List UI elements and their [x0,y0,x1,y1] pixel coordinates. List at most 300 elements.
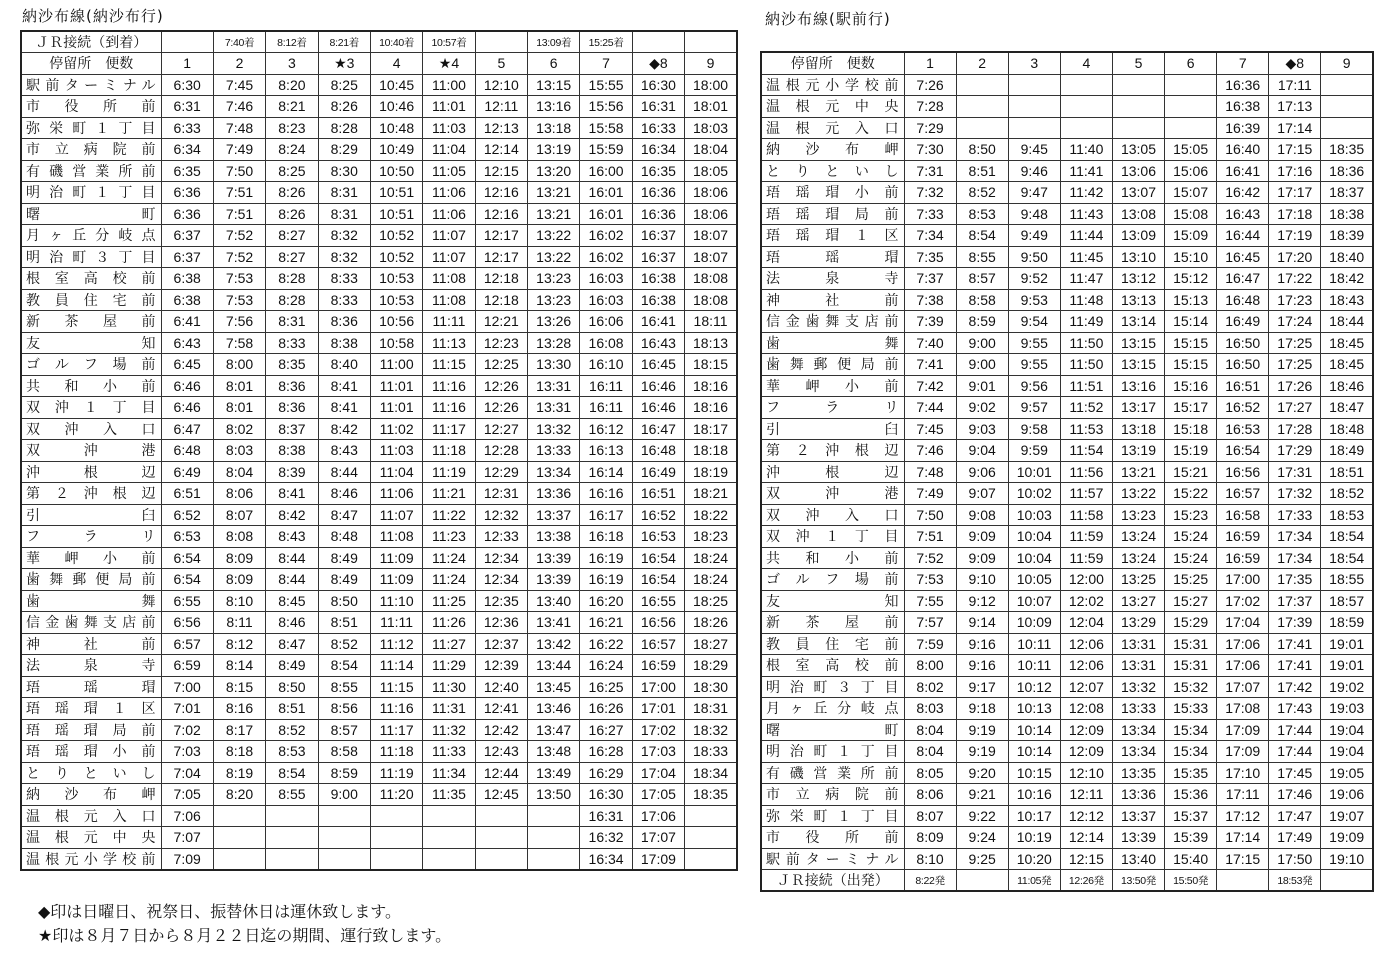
departure-time: 17:04 [1217,612,1269,634]
jr-connection-time [956,870,1008,892]
departure-time: 18:31 [685,698,737,720]
departure-time: 9:59 [1008,440,1060,462]
departure-time: 8:27 [266,246,318,268]
departure-time: 17:15 [1269,139,1321,161]
departure-time: 8:50 [956,139,1008,161]
departure-time: 16:47 [1217,268,1269,290]
departure-time: 11:04 [423,139,475,161]
departure-time: 13:18 [528,117,580,139]
departure-time: 8:11 [213,612,265,634]
stop-name: 明治町３丁目 [761,676,904,698]
departure-time: 6:36 [161,203,213,225]
departure-time: 15:14 [1165,311,1217,333]
departure-time: 18:34 [685,762,737,784]
departure-time: 9:49 [1008,225,1060,247]
jr-connection-row [21,31,737,53]
table-row [761,590,1373,612]
departure-time: 8:14 [213,655,265,677]
stop-name: 新茶屋前 [21,311,161,333]
departure-time: 8:06 [904,784,956,806]
jr-connection-time [685,31,737,53]
departure-time: 8:36 [266,397,318,419]
trip-number: ◆8 [1269,52,1321,74]
departure-time: 8:49 [318,569,370,591]
departure-time: 13:39 [528,547,580,569]
departure-time: 17:08 [1217,698,1269,720]
departure-time: 12:11 [1060,784,1112,806]
departure-time: 19:09 [1321,827,1373,849]
departure-time: 8:07 [904,805,956,827]
departure-time: 9:16 [956,655,1008,677]
stop-name: フラリ [761,397,904,419]
departure-time: 18:32 [685,719,737,741]
departure-time: 9:03 [956,418,1008,440]
table-row [761,547,1373,569]
departure-time: 9:08 [956,504,1008,526]
stop-name: 明治町１丁目 [21,182,161,204]
departure-time: 16:02 [580,246,632,268]
departure-time: 12:28 [475,440,527,462]
departure-time: 12:23 [475,332,527,354]
departure-time: 11:01 [370,397,422,419]
departure-time: 12:11 [475,96,527,118]
departure-time: 6:49 [161,461,213,483]
departure-time: 11:43 [1060,203,1112,225]
departure-time: 15:06 [1165,160,1217,182]
table-row [21,354,737,376]
departure-time: 13:24 [1112,547,1164,569]
departure-time: 17:15 [1217,848,1269,870]
departure-time: 11:04 [370,461,422,483]
departure-time: 7:04 [161,762,213,784]
departure-time: 6:46 [161,375,213,397]
departure-time: 13:34 [528,461,580,483]
departure-time: 17:45 [1269,762,1321,784]
departure-time: 9:55 [1008,332,1060,354]
departure-time: 17:44 [1269,741,1321,763]
departure-time: 16:11 [580,375,632,397]
departure-time: 15:24 [1165,526,1217,548]
departure-time: 17:05 [632,784,684,806]
departure-time: 17:41 [1269,655,1321,677]
departure-time: 7:07 [161,827,213,849]
departure-time: 8:16 [213,698,265,720]
table-row [21,96,737,118]
stop-name: 根室高校前 [21,268,161,290]
departure-time: 18:49 [1321,440,1373,462]
departure-time: 18:13 [685,332,737,354]
departure-time: 9:19 [956,719,1008,741]
departure-time: 8:02 [904,676,956,698]
jr-connection-time: 10:57着 [423,31,475,53]
departure-time: 8:55 [318,676,370,698]
departure-time: 15:29 [1165,612,1217,634]
departure-time: 9:04 [956,440,1008,462]
departure-time [213,805,265,827]
departure-time [370,805,422,827]
stop-name: 珸瑶瑁 [761,246,904,268]
departure-time: 8:41 [266,483,318,505]
departure-time: 13:06 [1112,160,1164,182]
header-label: 停留所 便数 [21,53,161,75]
trip-number: 4 [370,53,422,75]
departure-time: 11:02 [370,418,422,440]
departure-time: 8:52 [318,633,370,655]
departure-time: 8:51 [266,698,318,720]
table-row [21,225,737,247]
departure-time: 12:44 [475,762,527,784]
departure-time: 6:59 [161,655,213,677]
departure-time: 8:33 [318,268,370,290]
table-row [21,461,737,483]
departure-time: 9:48 [1008,203,1060,225]
departure-time: 18:47 [1321,397,1373,419]
departure-time: 13:08 [1112,203,1164,225]
departure-time: 15:23 [1165,504,1217,526]
departure-time: 12:37 [475,633,527,655]
departure-time: 8:44 [266,569,318,591]
departure-time: 8:57 [318,719,370,741]
departure-time: 11:59 [1060,547,1112,569]
table-row [761,139,1373,161]
departure-time: 15:12 [1165,268,1217,290]
departure-time: 13:39 [1112,827,1164,849]
departure-time: 13:30 [528,354,580,376]
stop-name: 信金歯舞支店前 [761,311,904,333]
departure-time: 12:32 [475,504,527,526]
departure-time: 15:32 [1165,676,1217,698]
departure-time: 17:06 [1217,655,1269,677]
departure-time: 11:15 [370,676,422,698]
stop-name: 友知 [761,590,904,612]
stop-name: 有磯営業所前 [21,160,161,182]
departure-time: 9:00 [956,354,1008,376]
departure-time: 8:20 [213,784,265,806]
departure-time: 17:25 [1269,354,1321,376]
stop-name: 納沙布岬 [761,139,904,161]
departure-time: 16:48 [632,440,684,462]
departure-time: 13:31 [1112,655,1164,677]
stop-name: 法泉寺 [761,268,904,290]
departure-time: 11:29 [423,655,475,677]
departure-time: 8:42 [266,504,318,526]
departure-time: 13:15 [1112,354,1164,376]
departure-time: 16:50 [1217,332,1269,354]
departure-time: 15:15 [1165,354,1217,376]
departure-time: 12:14 [475,139,527,161]
table-row [21,397,737,419]
departure-time: 8:47 [266,633,318,655]
departure-time: 9:54 [1008,311,1060,333]
departure-time: 11:35 [423,784,475,806]
departure-time: 18:38 [1321,203,1373,225]
departure-time: 12:26 [475,397,527,419]
departure-time: 16:42 [1217,182,1269,204]
departure-time: 15:05 [1165,139,1217,161]
stop-name: 市立病院前 [21,139,161,161]
trip-number: 9 [1321,52,1373,74]
departure-time: 16:47 [632,418,684,440]
departure-time: 15:27 [1165,590,1217,612]
stop-name: 沖根辺 [761,461,904,483]
departure-time: 8:18 [213,741,265,763]
departure-time: 10:09 [1008,612,1060,634]
header-row [761,52,1373,74]
departure-time: 13:12 [1112,268,1164,290]
departure-time: 7:32 [904,182,956,204]
departure-time [1112,117,1164,139]
departure-time: 9:57 [1008,397,1060,419]
table-row [21,311,737,333]
departure-time: 17:16 [1269,160,1321,182]
departure-time: 11:16 [370,698,422,720]
departure-time: 8:33 [318,289,370,311]
departure-time: 8:06 [213,483,265,505]
departure-time: 11:06 [423,182,475,204]
table-row [761,569,1373,591]
departure-time: 9:20 [956,762,1008,784]
jr-connection-time [161,31,213,53]
departure-time: 17:07 [632,827,684,849]
stop-name: 華岬小前 [21,547,161,569]
departure-time: 8:53 [956,203,1008,225]
departure-time: 12:39 [475,655,527,677]
stop-name: 明治町３丁目 [21,246,161,268]
departure-time: 7:00 [161,676,213,698]
departure-time: 16:53 [1217,418,1269,440]
stop-name: 双沖１丁目 [21,397,161,419]
departure-time: 13:28 [528,332,580,354]
departure-time: 8:19 [213,762,265,784]
table-row [761,117,1373,139]
departure-time: 16:46 [632,375,684,397]
departure-time: 9:02 [956,397,1008,419]
departure-time: 10:51 [370,182,422,204]
departure-time: 7:45 [213,74,265,96]
departure-time [1060,96,1112,118]
departure-time: 18:51 [1321,461,1373,483]
departure-time: 16:57 [632,633,684,655]
table-row [761,461,1373,483]
departure-time: 16:36 [1217,74,1269,96]
jr-connection-time: 18:53発 [1269,870,1321,892]
table-row [21,182,737,204]
departure-time: 12:07 [1060,676,1112,698]
header-label: 停留所 便数 [761,52,904,74]
stop-name: 駅前ターミナル [21,74,161,96]
departure-time: 6:56 [161,612,213,634]
departure-time: 6:53 [161,526,213,548]
departure-time: 18:46 [1321,375,1373,397]
departure-time: 9:50 [1008,246,1060,268]
departure-time: 13:22 [1112,483,1164,505]
stop-name: 双沖１丁目 [761,526,904,548]
table-row [21,418,737,440]
departure-time: 10:52 [370,246,422,268]
departure-time: 16:39 [1217,117,1269,139]
departure-time: 13:45 [528,676,580,698]
jr-connection-time: 7:40着 [213,31,265,53]
departure-time: 11:07 [370,504,422,526]
departure-time: 10:05 [1008,569,1060,591]
stop-name: 温根元小学校前 [21,848,161,870]
departure-time: 8:51 [956,160,1008,182]
departure-time: 16:19 [580,569,632,591]
departure-time: 11:13 [423,332,475,354]
departure-time: 10:48 [370,117,422,139]
departure-time: 7:46 [213,96,265,118]
departure-time: 17:44 [1269,719,1321,741]
departure-time: 10:53 [370,289,422,311]
departure-time: 10:01 [1008,461,1060,483]
stop-name: 曙町 [761,719,904,741]
departure-time: 17:03 [632,741,684,763]
jr-connection-time [1321,870,1373,892]
jr-connection-time [475,31,527,53]
table-row [761,268,1373,290]
departure-time: 8:55 [956,246,1008,268]
departure-time: 13:21 [528,182,580,204]
departure-time: 12:45 [475,784,527,806]
departure-time: 16:31 [632,96,684,118]
table-row [21,741,737,763]
departure-time: 16:58 [1217,504,1269,526]
departure-time: 16:36 [632,182,684,204]
departure-time: 13:24 [1112,526,1164,548]
departure-time: 6:54 [161,547,213,569]
departure-time: 18:16 [685,375,737,397]
stop-name: 沖根辺 [21,461,161,483]
trip-number: 4 [1060,52,1112,74]
departure-time: 6:57 [161,633,213,655]
table-row [21,504,737,526]
departure-time: 8:46 [318,483,370,505]
departure-time: 11:23 [423,526,475,548]
departure-time: 16:32 [580,827,632,849]
departure-time: 16:12 [580,418,632,440]
departure-time: 10:19 [1008,827,1060,849]
departure-time: 13:34 [1112,719,1164,741]
departure-time: 8:00 [213,354,265,376]
departure-time: 18:29 [685,655,737,677]
departure-time: 8:08 [213,526,265,548]
departure-time: 8:28 [266,268,318,290]
departure-time: 11:16 [423,375,475,397]
departure-time: 6:41 [161,311,213,333]
departure-time: 7:51 [213,182,265,204]
departure-time [1060,117,1112,139]
departure-time [1060,74,1112,96]
departure-time: 7:49 [904,483,956,505]
departure-time: 13:32 [528,418,580,440]
departure-time: 9:52 [1008,268,1060,290]
departure-time [1321,117,1373,139]
trip-number: 5 [1112,52,1164,74]
trip-number: 3 [266,53,318,75]
departure-time: 6:37 [161,225,213,247]
table-row [761,655,1373,677]
departure-time: 13:48 [528,741,580,763]
departure-time: 7:28 [904,96,956,118]
departure-time: 13:14 [1112,311,1164,333]
departure-time: 8:31 [266,311,318,333]
departure-time: 10:02 [1008,483,1060,505]
departure-time [685,827,737,849]
departure-time: 12:41 [475,698,527,720]
departure-time: 13:31 [1112,633,1164,655]
departure-time: 9:16 [956,633,1008,655]
departure-time: 19:03 [1321,698,1373,720]
stop-name: 温根元中央 [761,96,904,118]
departure-time: 11:05 [423,160,475,182]
departure-time: 16:34 [632,139,684,161]
departure-time: 8:55 [266,784,318,806]
departure-time: 13:15 [528,74,580,96]
departure-time: 11:01 [370,375,422,397]
departure-time: 7:37 [904,268,956,290]
table-row [761,225,1373,247]
departure-time: 7:52 [904,547,956,569]
departure-time: 10:46 [370,96,422,118]
departure-time: 7:26 [904,74,956,96]
departure-time: 6:48 [161,440,213,462]
departure-time: 10:58 [370,332,422,354]
departure-time: 8:44 [318,461,370,483]
stop-name: 珸瑶瑁小前 [761,182,904,204]
departure-time: 16:16 [580,483,632,505]
departure-time: 18:24 [685,569,737,591]
departure-time: 15:56 [580,96,632,118]
departure-time: 16:30 [632,74,684,96]
trip-number: 9 [685,53,737,75]
departure-time: 13:10 [1112,246,1164,268]
departure-time: 17:11 [1269,74,1321,96]
departure-time: 16:00 [580,160,632,182]
departure-time: 18:08 [685,268,737,290]
departure-time: 17:10 [1217,762,1269,784]
departure-time: 11:30 [423,676,475,698]
departure-time: 15:10 [1165,246,1217,268]
departure-time: 11:49 [1060,311,1112,333]
jr-connection-time: 13:09着 [528,31,580,53]
departure-time: 15:08 [1165,203,1217,225]
departure-time: 8:49 [318,547,370,569]
departure-time: 17:47 [1269,805,1321,827]
departure-time: 8:41 [318,397,370,419]
departure-time: 12:02 [1060,590,1112,612]
departure-time: 9:01 [956,375,1008,397]
departure-time: 11:42 [1060,182,1112,204]
departure-time: 8:43 [266,526,318,548]
departure-time: 7:34 [904,225,956,247]
departure-time: 17:34 [1269,547,1321,569]
departure-time: 7:35 [904,246,956,268]
departure-time: 16:24 [580,655,632,677]
departure-time: 10:11 [1008,655,1060,677]
departure-time: 15:36 [1165,784,1217,806]
table-row [21,762,737,784]
departure-time: 8:37 [266,418,318,440]
departure-time: 18:59 [1321,612,1373,634]
departure-time: 15:18 [1165,418,1217,440]
departure-time: 12:43 [475,741,527,763]
departure-time: 16:56 [1217,461,1269,483]
departure-time: 12:26 [475,375,527,397]
departure-time: 12:04 [1060,612,1112,634]
departure-time [685,848,737,870]
departure-time: 6:33 [161,117,213,139]
departure-time: 16:54 [632,547,684,569]
